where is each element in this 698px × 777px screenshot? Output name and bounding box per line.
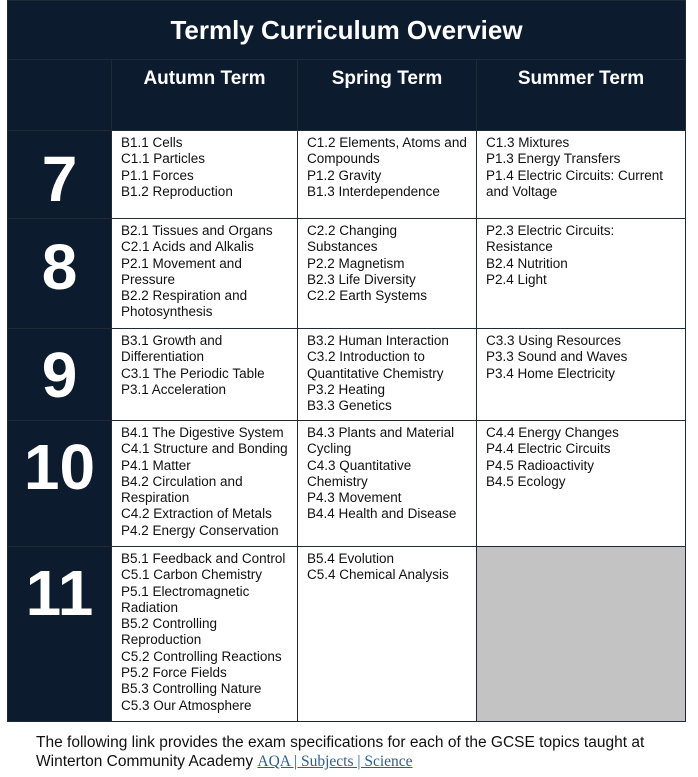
aqa-science-link[interactable]: AQA | Subjects | Science	[257, 753, 413, 770]
curriculum-table	[7, 0, 686, 722]
topic-item: B2.1 Tissues and Organs	[121, 223, 273, 238]
summer-topics	[477, 421, 686, 547]
spring-topics	[298, 219, 477, 329]
year-row	[8, 219, 686, 329]
footer-text: The following link provides the exam specifications for each of the GCSE topics taught at Winterton Community Academy	[36, 734, 645, 770]
summer-topics	[477, 329, 686, 421]
topic-item: C3.1 The Periodic Table	[121, 365, 265, 381]
topic-item: C4.3 Quantitative Chemistry	[307, 457, 412, 489]
topic-item: C4.2 Extraction of Metals	[121, 506, 272, 522]
autumn-topics	[112, 329, 298, 421]
topic-item: P3.4 Home Electricity	[486, 365, 616, 381]
topic-item: B2.4 Nutrition	[486, 255, 568, 271]
topic-item: C3.2 Introduction to Quantitative Chemistry	[307, 349, 444, 381]
curriculum-table-wrapper	[7, 0, 685, 722]
topic-item: C4.4 Energy Changes	[486, 425, 619, 440]
topic-item: C1.3 Mixtures	[486, 135, 570, 150]
topic-item: B4.4 Health and Disease	[307, 506, 457, 522]
topic-item: B4.2 Circulation and Respiration	[121, 473, 243, 506]
topic-item: C5.4 Chemical Analysis	[307, 567, 449, 583]
spring-term-header: Spring Term	[298, 60, 477, 131]
year-label: 10	[8, 421, 112, 547]
topic-item: P4.3 Movement	[307, 490, 402, 506]
topic-item: B3.2 Human Interaction	[307, 333, 449, 348]
topic-item: P5.2 Force Fields	[121, 665, 227, 681]
topic-item: P1.3 Energy Transfers	[486, 151, 621, 167]
topic-item: B4.3 Plants and Material Cycling	[307, 425, 455, 457]
topic-item: P2.2 Magnetism	[307, 255, 405, 271]
year-label: 9	[8, 329, 112, 421]
topic-item: C3.3 Using Resources	[486, 333, 622, 348]
year-row	[8, 329, 686, 421]
spring-topics	[298, 421, 477, 547]
topic-item: P2.4 Light	[486, 271, 547, 287]
topic-item: P5.1 Electromagnetic Radiation	[121, 583, 250, 615]
topic-item: C1.2 Elements, Atoms and Compounds	[307, 135, 467, 167]
title-row	[8, 1, 686, 60]
topic-item: B1.3 Interdependence	[307, 183, 440, 199]
topic-item: B3.1 Growth and Differentiation	[121, 333, 223, 365]
term-header-row	[8, 60, 686, 131]
topic-item: P4.5 Radioactivity	[486, 457, 595, 473]
topic-item: P3.3 Sound and Waves	[486, 349, 628, 365]
year-row	[8, 547, 686, 722]
topic-item: C4.1 Structure and Bonding	[121, 441, 288, 457]
year-label: 8	[8, 219, 112, 329]
spring-topics	[298, 131, 477, 219]
summer-topics	[477, 131, 686, 219]
spring-topics	[298, 329, 477, 421]
topic-item: C1.1 Particles	[121, 151, 206, 167]
year-label: 7	[8, 131, 112, 219]
topic-item: B1.1 Cells	[121, 135, 183, 150]
autumn-topics	[112, 219, 298, 329]
topic-item: B2.3 Life Diversity	[307, 271, 416, 287]
topic-item: B5.2 Controlling Reproduction	[121, 616, 218, 648]
topic-item: C5.3 Our Atmosphere	[121, 697, 252, 713]
topic-item: P1.1 Forces	[121, 167, 194, 183]
topic-item: B4.1 The Digestive System	[121, 425, 284, 440]
topic-item: C5.2 Controlling Reactions	[121, 648, 282, 664]
year-header-blank	[8, 60, 112, 131]
year-row	[8, 131, 686, 219]
topic-item: P2.3 Electric Circuits: Resistance	[486, 223, 615, 255]
footer-note	[36, 733, 686, 771]
topic-item: C5.1 Carbon Chemistry	[121, 567, 263, 583]
spring-topics	[298, 547, 477, 722]
autumn-topics	[112, 131, 298, 219]
year-label: 11	[8, 547, 112, 722]
autumn-term-header: Autumn Term	[112, 60, 298, 131]
topic-item: P4.2 Energy Conservation	[121, 522, 279, 538]
autumn-topics	[112, 547, 298, 722]
topic-item: P1.2 Gravity	[307, 167, 382, 183]
topic-item: B5.3 Controlling Nature	[121, 681, 262, 697]
topic-item: B5.1 Feedback and Control	[121, 551, 286, 566]
topic-item: B1.2 Reproduction	[121, 183, 233, 199]
topic-item: P4.1 Matter	[121, 457, 191, 473]
topic-item: C2.1 Acids and Alkalis	[121, 239, 254, 255]
topic-item: C2.2 Earth Systems	[307, 288, 428, 304]
topic-item: P1.4 Electric Circuits: Current and Voltage	[486, 167, 664, 199]
topic-item: B2.2 Respiration and Photosynthesis	[121, 288, 248, 320]
topic-item: C2.2 Changing Substances	[307, 223, 398, 255]
topic-item: P3.1 Acceleration	[121, 381, 227, 397]
topic-item: P3.2 Heating	[307, 381, 386, 397]
summer-term-header: Summer Term	[477, 60, 686, 131]
topic-item: B4.5 Ecology	[486, 473, 566, 489]
topic-item: B5.4 Evolution	[307, 551, 395, 566]
topic-item: P4.4 Electric Circuits	[486, 441, 611, 457]
summer-topics	[477, 219, 686, 329]
year-row	[8, 421, 686, 547]
topic-item: B3.3 Genetics	[307, 398, 392, 414]
table-title: Termly Curriculum Overview	[8, 1, 686, 60]
summer-topics-empty	[477, 547, 686, 722]
topic-item: P2.1 Movement and Pressure	[121, 255, 242, 287]
autumn-topics	[112, 421, 298, 547]
